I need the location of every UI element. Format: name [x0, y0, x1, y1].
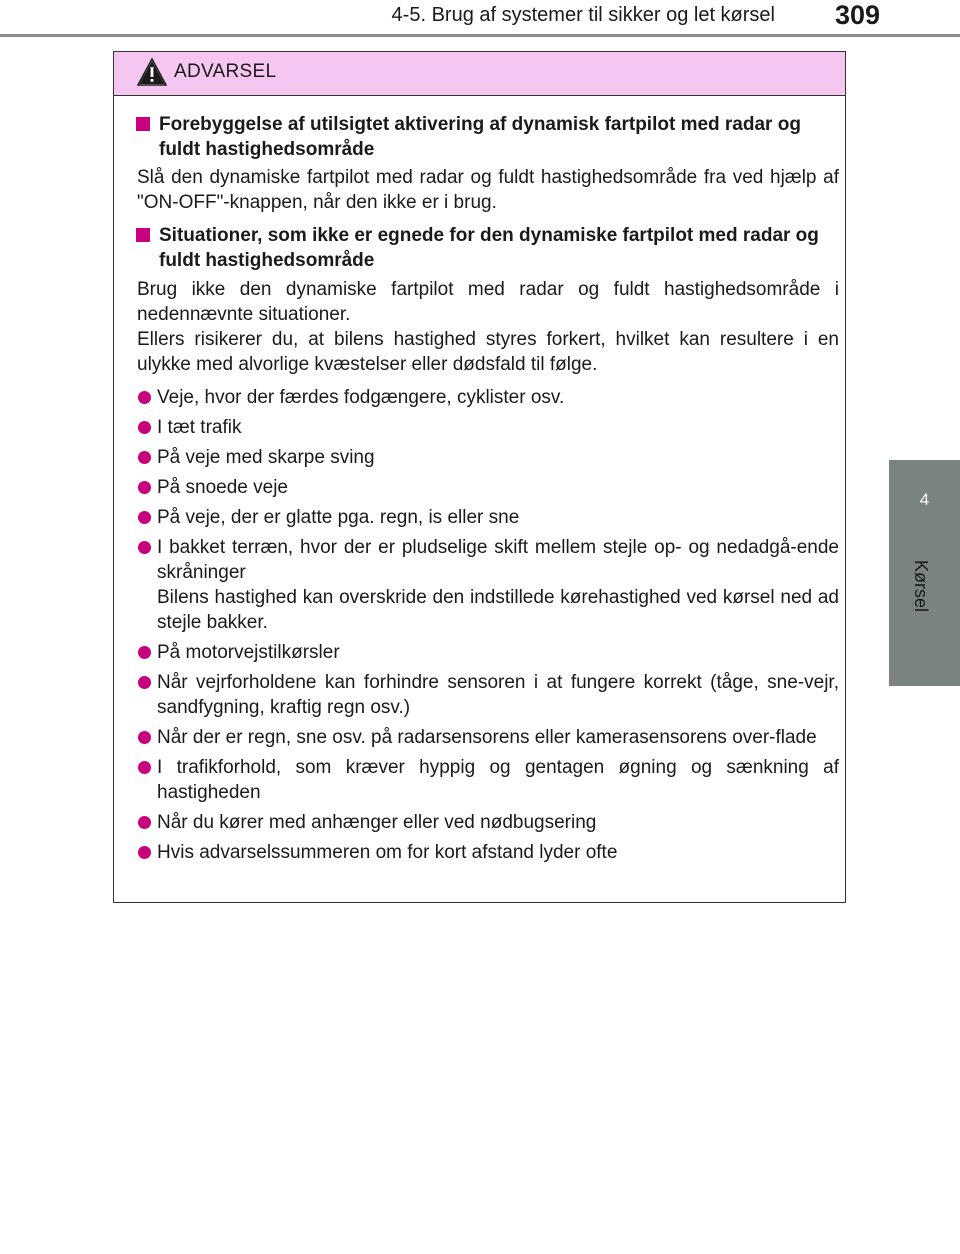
section-heading-text: Situationer, som ikke er egnede for den dynamiske fartpilot med radar og fuldt hastighedsområde	[159, 225, 819, 271]
page-number: 309	[834, 0, 880, 30]
chapter-number: 4	[919, 490, 930, 509]
list-item	[114, 445, 847, 470]
list-item-text: Når vejrforholdene kan forhindre sensoren i at fungere korrekt (tåge, sne-vejr, sandfygning, kraftig regn osv.)	[157, 672, 839, 718]
round-bullet-icon	[138, 451, 151, 464]
list-item	[114, 810, 847, 835]
list-item-text: I tæt trafik	[157, 417, 242, 438]
round-bullet-icon	[138, 646, 151, 659]
list-item	[114, 505, 847, 530]
round-bullet-icon	[138, 731, 151, 744]
list-item	[114, 640, 847, 665]
round-bullet-icon	[138, 391, 151, 404]
list-item-text: I bakket terræn, hvor der er pludselige skift mellem stejle op- og nedadgå-ende skråninger	[157, 537, 839, 583]
list-item-text: På veje, der er glatte pga. regn, is eller sne	[157, 507, 520, 528]
warning-box	[113, 51, 846, 903]
section-heading-text: Forebyggelse af utilsigtet aktivering af dynamisk fartpilot med radar og fuldt hastighedsområde	[159, 114, 801, 160]
round-bullet-icon	[138, 481, 151, 494]
chapter-label-wrap	[889, 560, 960, 660]
round-bullet-icon	[138, 676, 151, 689]
body-paragraph: Brug ikke den dynamiske fartpilot med radar og fuldt hastighedsområde i nedennævnte situationer.	[137, 279, 839, 325]
list-item-text: Når der er regn, sne osv. på radarsensorens eller kamerasensorens over-flade	[157, 727, 817, 748]
list-item-text: På motorvejstilkørsler	[157, 642, 340, 663]
section-heading	[136, 112, 841, 162]
square-bullet-icon	[136, 117, 150, 131]
list-item	[114, 415, 847, 440]
body-paragraph: Ellers risikerer du, at bilens hastighed styres forkert, hvilket kan resultere i en ulykke med alvorlige kvæstelser eller dødsfald til følge.	[137, 329, 839, 375]
chapter-label: Kørsel	[911, 560, 931, 613]
warning-header	[114, 52, 845, 96]
warning-content	[114, 112, 847, 870]
warning-triangle-icon	[137, 58, 167, 86]
warning-label: ADVARSEL	[174, 61, 277, 82]
body-paragraph: Slå den dynamiske fartpilot med radar og fuldt hastighedsområde fra ved hjælp af "ON-OFF"-knappen, når den ikke er i brug.	[137, 167, 839, 213]
list-item	[114, 840, 847, 865]
section-title: 4-5. Brug af systemer til sikker og let kørsel	[391, 4, 775, 26]
round-bullet-icon	[138, 761, 151, 774]
list-item-text: På snoede veje	[157, 477, 288, 498]
list-item	[114, 385, 847, 410]
list-item-text: I trafikforhold, som kræver hyppig og gentagen øgning og sænkning af hastigheden	[157, 757, 839, 803]
round-bullet-icon	[138, 816, 151, 829]
round-bullet-icon	[138, 541, 151, 554]
list-item-text: Hvis advarselssummeren om for kort afstand lyder ofte	[157, 842, 618, 863]
list-item-text: Bilens hastighed kan overskride den indstillede kørehastighed ved kørsel ned ad stejle bakker.	[157, 587, 839, 633]
square-bullet-icon	[136, 228, 150, 242]
list-item-text: Veje, hvor der færdes fodgængere, cyklister osv.	[157, 387, 565, 408]
list-item	[114, 535, 847, 635]
round-bullet-icon	[138, 846, 151, 859]
list-item	[114, 670, 847, 720]
section-heading	[136, 223, 841, 273]
header-divider	[0, 34, 960, 37]
situation-list	[114, 385, 847, 865]
list-item	[114, 755, 847, 805]
list-item-text: Når du kører med anhænger eller ved nødbugsering	[157, 812, 597, 833]
list-item	[114, 475, 847, 500]
list-item-text: På veje med skarpe sving	[157, 447, 375, 468]
list-item	[114, 725, 847, 750]
round-bullet-icon	[138, 511, 151, 524]
round-bullet-icon	[138, 421, 151, 434]
